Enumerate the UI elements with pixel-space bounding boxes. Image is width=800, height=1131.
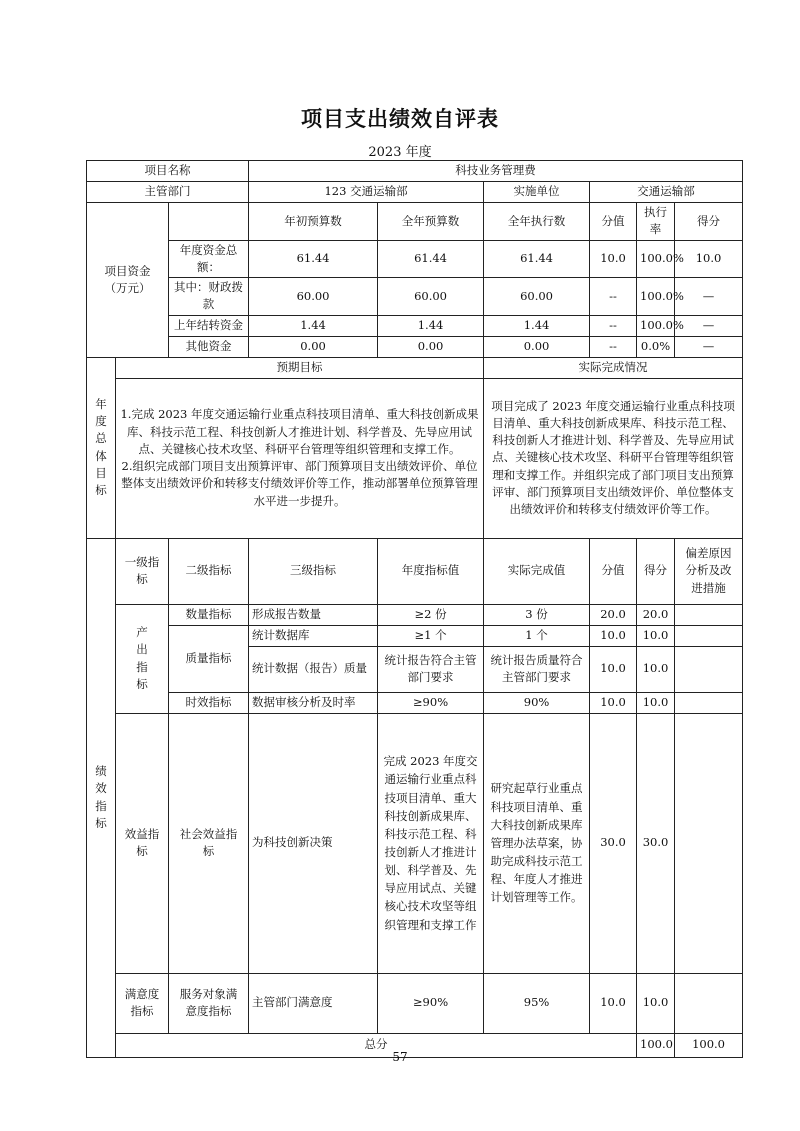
funds-row-score-value: -- xyxy=(590,315,637,336)
header-reason-line: 偏差原因 xyxy=(685,546,732,561)
benefit-label-line: 标 xyxy=(136,844,148,858)
indicators-side-char: 效 xyxy=(95,781,107,796)
satisfaction-label-line: 满意度 xyxy=(124,986,160,1001)
funds-label-line2: （万元） xyxy=(104,280,151,295)
score-value-cell: 30.0 xyxy=(590,713,637,973)
funds-row-executed: 61.44 xyxy=(484,240,590,278)
score-cell: 20.0 xyxy=(637,604,675,625)
funds-row xyxy=(87,315,743,336)
satisfaction-label xyxy=(116,973,169,1033)
output-label-char: 出 xyxy=(136,642,148,657)
funds-row-score-value: -- xyxy=(590,278,637,316)
target-cell: 完成 2023 年度交通运输行业重点科技项目清单、重大科技创新成果库、科技示范工程、科技创新人才推进计划、科学普及、先导应用试点、关键核心技术攻坚等组织管理和支撑工作 xyxy=(378,713,484,973)
reason-cell xyxy=(675,713,743,973)
evaluation-table xyxy=(86,160,743,1058)
funds-header-blank xyxy=(169,203,249,241)
funds-label xyxy=(87,203,169,358)
funds-row-annual: 1.44 xyxy=(378,315,484,336)
total-score-value: 100.0 xyxy=(637,1033,675,1057)
score-cell: 10.0 xyxy=(637,646,675,692)
actual-cell: 95% xyxy=(484,973,590,1033)
funds-header-executed: 全年执行数 xyxy=(484,203,590,241)
funds-row-label: 其他资金 xyxy=(169,336,249,357)
reason-cell xyxy=(675,625,743,646)
score-cell: 10.0 xyxy=(637,692,675,713)
benefit-label xyxy=(116,713,169,973)
year-label: 2023 年度 xyxy=(368,145,432,160)
funds-row-annual: 61.44 xyxy=(378,240,484,278)
level2-line: 服务对象满 xyxy=(179,986,238,1001)
level2-cell xyxy=(169,713,249,973)
actual-cell: 1 个 xyxy=(484,625,590,646)
funds-row-score: 10.0 xyxy=(675,240,743,278)
actual-cell: 90% xyxy=(484,692,590,713)
total-label: 总分 xyxy=(116,1033,637,1057)
funds-row-initial: 60.00 xyxy=(249,278,378,316)
target-cell: ≥1 个 xyxy=(378,625,484,646)
level3-cell: 统计数据库 xyxy=(249,625,378,646)
goals-side-char: 标 xyxy=(95,483,107,497)
dept-label: 主管部门 xyxy=(87,182,249,203)
goals-side-label xyxy=(87,357,116,538)
header-target: 年度指标值 xyxy=(378,538,484,604)
header-level3: 三级指标 xyxy=(249,538,378,604)
score-value-cell: 10.0 xyxy=(590,625,637,646)
actual-results-text: 项目完成了 2023 年度交通运输行业重点科技项目清单、重大科技创新成果库、科技示范工程、科技创新人才推进计划、科学普及、先导应用试点、关键核心技术攻坚、科研平台管理等组织管理和支撑工作。并组织完成了部门项目支出预算评审、部门预算项目支出绩效评价、单位整体支出绩效评价和转移支付绩效评价等工作。 xyxy=(484,378,743,538)
funds-row-score: — xyxy=(675,315,743,336)
funds-row-label: 年度资金总额： xyxy=(169,240,249,278)
indicator-row xyxy=(87,692,743,713)
funds-row-label: 其中：财政拨款 xyxy=(169,278,249,316)
level2-cell: 时效指标 xyxy=(169,692,249,713)
header-actual: 实际完成值 xyxy=(484,538,590,604)
level2-cell: 质量指标 xyxy=(169,625,249,692)
score-value-cell: 20.0 xyxy=(590,604,637,625)
funds-row-executed: 1.44 xyxy=(484,315,590,336)
score-cell: 10.0 xyxy=(637,625,675,646)
header-level1-line: 一级指 xyxy=(124,554,160,569)
indicators-side-char: 标 xyxy=(95,815,107,830)
output-label-char: 指 xyxy=(136,659,148,674)
funds-row-initial: 1.44 xyxy=(249,315,378,336)
funds-label-line1: 项目资金 xyxy=(104,263,151,278)
header-level1 xyxy=(116,538,169,604)
page-title: 项目支出绩效自评表 xyxy=(301,107,499,131)
expected-goals-header: 预期目标 xyxy=(116,357,484,378)
funds-row-executed: 0.00 xyxy=(484,336,590,357)
level2-line: 意度指标 xyxy=(185,1004,232,1018)
goals-side-char: 体 xyxy=(95,448,107,463)
indicators-side-char: 指 xyxy=(95,798,107,813)
reason-cell xyxy=(675,604,743,625)
goals-side-char: 度 xyxy=(95,414,107,428)
dept-value: 123 交通运输部 xyxy=(249,182,484,203)
header-level2: 二级指标 xyxy=(169,538,249,604)
project-name-value: 科技业务管理费 xyxy=(249,161,743,182)
level2-line: 标 xyxy=(202,844,215,858)
level3-cell: 主管部门满意度 xyxy=(249,973,378,1033)
funds-row-rate: 100.0% xyxy=(637,315,675,336)
reason-cell xyxy=(675,973,743,1033)
indicator-row xyxy=(87,625,743,646)
output-label xyxy=(116,604,169,713)
header-reason-line: 进措施 xyxy=(691,580,726,595)
level2-cell xyxy=(169,973,249,1033)
goals-side-char: 年 xyxy=(95,396,107,411)
funds-header-score: 得分 xyxy=(675,203,743,241)
funds-header-rate: 执行率 xyxy=(637,203,675,241)
target-cell: ≥2 份 xyxy=(378,604,484,625)
target-cell: ≥90% xyxy=(378,692,484,713)
header-reason xyxy=(675,538,743,604)
header-reason-line: 分析及改 xyxy=(685,563,732,578)
indicators-side-char: 绩 xyxy=(95,764,107,778)
header-score: 得分 xyxy=(637,538,675,604)
goals-side-char: 总 xyxy=(95,431,107,446)
funds-row-rate: 0.0% xyxy=(637,336,675,357)
funds-row-score-value: 10.0 xyxy=(590,240,637,278)
actual-cell: 研究起草行业重点科技项目清单、重大科技创新成果库管理办法草案，协助完成科技示范工程、年度人才推进计划管理等工作。 xyxy=(484,713,590,973)
funds-row xyxy=(87,336,743,357)
funds-row-rate: 100.0% xyxy=(637,240,675,278)
score-value-cell: 10.0 xyxy=(590,692,637,713)
funds-header-score-value: 分值 xyxy=(590,203,637,241)
indicator-row xyxy=(87,713,743,973)
target-cell: ≥90% xyxy=(378,973,484,1033)
impl-value: 交通运输部 xyxy=(590,182,743,203)
satisfaction-label-line: 指标 xyxy=(130,1004,154,1018)
page-number: 57 xyxy=(392,1050,408,1064)
funds-row-score: — xyxy=(675,278,743,316)
funds-row-initial: 61.44 xyxy=(249,240,378,278)
funds-row-rate: 100.0% xyxy=(637,278,675,316)
output-label-char: 标 xyxy=(136,676,148,691)
target-cell: 统计报告符合主管部门要求 xyxy=(378,646,484,692)
indicator-row xyxy=(87,973,743,1033)
header-level1-line: 标 xyxy=(136,572,148,586)
funds-header-annual: 全年预算数 xyxy=(378,203,484,241)
funds-row-score: — xyxy=(675,336,743,357)
funds-row xyxy=(87,278,743,316)
output-label-char: 产 xyxy=(136,625,148,639)
impl-label: 实施单位 xyxy=(484,182,590,203)
actual-cell: 3 份 xyxy=(484,604,590,625)
funds-row-initial: 0.00 xyxy=(249,336,378,357)
funds-row xyxy=(87,240,743,278)
score-cell: 10.0 xyxy=(637,973,675,1033)
funds-row-annual: 0.00 xyxy=(378,336,484,357)
benefit-label-line: 效益指 xyxy=(124,826,160,841)
actual-results-header: 实际完成情况 xyxy=(484,357,743,378)
level3-cell: 形成报告数量 xyxy=(249,604,378,625)
funds-row-score-value: -- xyxy=(590,336,637,357)
level2-line: 社会效益指 xyxy=(179,826,238,841)
score-value-cell: 10.0 xyxy=(590,973,637,1033)
funds-row-executed: 60.00 xyxy=(484,278,590,316)
header-score-value: 分值 xyxy=(590,538,637,604)
total-score: 100.0 xyxy=(675,1033,743,1057)
funds-row-label: 上年结转资金 xyxy=(169,315,249,336)
goals-side-char: 目 xyxy=(95,465,107,480)
actual-cell: 统计报告质量符合主管部门要求 xyxy=(484,646,590,692)
score-cell: 30.0 xyxy=(637,713,675,973)
level2-cell: 数量指标 xyxy=(169,604,249,625)
reason-cell xyxy=(675,646,743,692)
funds-header-initial: 年初预算数 xyxy=(249,203,378,241)
expected-goals-text: 1.完成 2023 年度交通运输行业重点科技项目清单、重大科技创新成果库、科技示范工程、科技创新人才推进计划、科学普及、先导应用试点、关键核心技术攻坚、科研平台管理等组织管理和支撑工作。 2.组织完成部门项目支出预算评审、部门预算项目支出绩效评价、单位整体支出绩效评价和转移支付绩效评价等工作，推动部署单位预算管理水平进一步提升。 xyxy=(116,378,484,538)
funds-row-annual: 60.00 xyxy=(378,278,484,316)
level3-cell: 为科技创新决策 xyxy=(249,713,378,973)
level3-cell: 数据审核分析及时率 xyxy=(249,692,378,713)
reason-cell xyxy=(675,692,743,713)
score-value-cell: 10.0 xyxy=(590,646,637,692)
level3-cell: 统计数据（报告）质量 xyxy=(249,646,378,692)
indicators-side-label xyxy=(87,538,116,1057)
indicator-row xyxy=(87,604,743,625)
project-name-label: 项目名称 xyxy=(87,161,249,182)
